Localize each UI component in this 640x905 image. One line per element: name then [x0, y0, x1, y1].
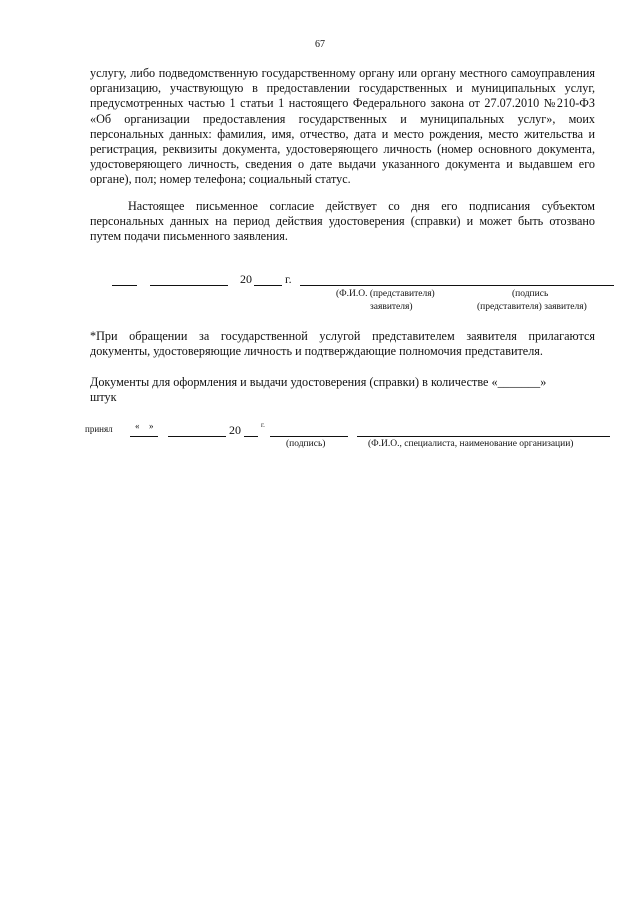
- specialist-fio-line: [357, 436, 610, 437]
- month-blank: [150, 285, 228, 286]
- specialist-sign-label: (подпись): [286, 439, 326, 449]
- validity-paragraph: Настоящее письменное согласие действует со дня его подписания субъектом персональных данных на период действия удостоверения (справки) и может быть отозвано путем подачи письменного заявления.: [90, 199, 595, 244]
- year-blank: [254, 285, 282, 286]
- page-number: 67: [315, 39, 325, 50]
- accepted-year-prefix: 20: [229, 423, 241, 437]
- accepted-label: принял: [85, 424, 113, 434]
- accepted-day-blank: [130, 436, 158, 437]
- applicant-signature-line: [300, 285, 614, 286]
- documents-count-text: Документы для оформления и выдачи удостоверения (справки) в количестве «_______»: [90, 375, 547, 389]
- fio-label: (Ф.И.О. (представителя): [336, 289, 435, 299]
- day-blank: [112, 285, 137, 286]
- representative-note: *При обращении за государственной услугой представителем заявителя прилагаются документы, удостоверяющие личность и подтверждающие полномочия представителя.: [90, 329, 595, 359]
- accepted-month-blank: [168, 436, 226, 437]
- accepted-year-blank: [244, 436, 258, 437]
- documents-count-line: [90, 375, 610, 405]
- quote-close: »: [149, 421, 154, 431]
- year-suffix: г.: [285, 272, 292, 286]
- consent-paragraph: услугу, либо подведомственную государственному органу или органу местного самоуправления организацию, участвующую в предоставлении государственных и муниципальных услуг, предусмотренных частью 1 статьи 1 настоящего Федерального закона от 27.07.2010 №210-ФЗ «Об организации предоставления государственных и муниципальных услуг», моих персональных данных: фамилия, имя, отчество, дата и место рождения, место жительства и регистрация, реквизиты документа, удостоверяющего личность (номер основного документа, удостоверяющего личность, сведения о дате выдачи указанного документа и выдавшем его органе), пол; номер телефона; социальный статус.: [90, 66, 595, 187]
- specialist-fio-label: (Ф.И.О., специалиста, наименование организации): [368, 439, 574, 449]
- sign-label-2: (представителя) заявителя): [477, 302, 587, 312]
- quote-open: «: [135, 421, 140, 431]
- fio-label-2: заявителя): [370, 302, 413, 312]
- year-prefix: 20: [240, 272, 252, 286]
- sign-label: (подпись: [512, 289, 549, 299]
- accepted-year-suffix: г.: [261, 421, 265, 429]
- documents-unit: штук: [90, 390, 117, 405]
- specialist-signature-line: [270, 436, 348, 437]
